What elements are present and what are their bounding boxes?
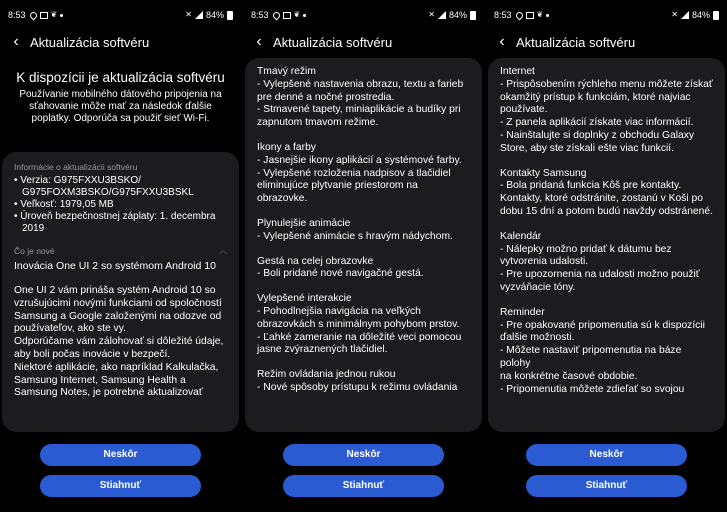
changelog-section [257,293,470,357]
notification-dot-icon [60,14,63,17]
section-line: - Boli pridané nové navigačné gestá. [257,268,424,280]
update-details-card[interactable] [2,152,239,432]
battery-percent: 84% [448,10,467,20]
section-heading: Plynulejšie animácie [257,217,351,229]
update-available-header [0,70,241,125]
twitter-icon: ❦ [293,10,301,19]
section-line: používate. [500,104,548,116]
section-line: - Nainštalujte si doplnky z obchodu Galaxy [500,129,695,141]
section-line: okamžitý prístup k funkciám, ktoré najviac [500,91,691,103]
section-line: Store, aby ste získali ešte viac funkcií. [500,142,674,154]
update-heading: K dispozícii je aktualizácia softvéru [16,70,225,85]
changelog-section [500,231,713,295]
notification-dot-icon [303,14,306,17]
section-heading: Kontakty Samsung [500,167,587,179]
info-line: • Úroveň bezpečnostnej záplaty: 1. decembra [14,211,216,222]
section-line: - Bola pridaná funkcia Kôš pre kontakty. [500,180,682,192]
later-button[interactable]: Neskôr [526,444,687,466]
status-bar [494,8,719,22]
section-line: - Pripomenutia môžete zdieľať so svojou [500,383,685,395]
changelog-section [257,218,470,244]
changelog-section [257,369,470,395]
twitter-icon: ❦ [50,10,58,19]
section-line: dobu 15 dní a potom budú navždy odstránené. [500,205,713,217]
phone-screen-1 [0,0,241,512]
section-line: eliminujúce plytvanie priestorom na obrazovke. [257,180,418,205]
section-line: na konkrétne časové obdobie. [500,370,638,382]
section-line: Kontakty, ktoré odstránite, zostanú v Koši po [500,193,703,205]
section-line: - Stmavené tapety, miniaplikácie a budíky pri [257,104,461,116]
changelog-card[interactable] [245,58,482,432]
battery-icon [470,11,476,20]
info-line: G975FOXM3BSKO/G975FXXU3BSKL [22,187,194,198]
app-bar [486,30,727,54]
status-time: 8:53 [251,10,269,20]
section-heading: Režim ovládania jednou rukou [257,369,396,381]
gallery-icon [40,12,48,19]
section-heading: Tmavý režim [257,66,316,77]
twitter-icon: ❦ [536,10,544,19]
whats-new-label: Čo je nové [14,245,55,256]
later-button[interactable]: Neskôr [40,444,201,466]
section-line: - Jasnejšie ikony aplikácií a systémové farby. [257,154,462,166]
signal-icon [438,11,446,19]
body-line: aby boli počas inovácie v bezpečí. [14,348,171,360]
section-line: vytvorenia udalosti. [500,256,589,268]
section-line: - Z panela aplikácií získate viac informácií. [500,117,694,129]
mute-icon: ✕ [428,10,435,19]
phone-screen-2 [243,0,484,512]
location-icon [28,10,38,20]
download-button[interactable]: Stiahnuť [526,475,687,497]
section-line: zapnutom tmavom režime. [257,117,379,129]
section-line: - Pre opakované pripomenutia sú k dispozícii [500,319,705,331]
body-line: vzrušujúcimi novými funkciami od spoločností [14,297,222,309]
status-bar [251,8,476,22]
section-line: pre denné a nočné prostredia. [257,91,395,103]
changelog-section [500,168,713,219]
section-line: obrazovkách s minimálnym pohybom prstov. [257,318,460,330]
download-button[interactable]: Stiahnuť [40,475,201,497]
battery-percent: 84% [691,10,710,20]
section-heading: Internet [500,66,535,77]
phone-screen-3 [486,0,727,512]
changelog-section [500,66,713,156]
section-line: - Prispôsobením rýchleho menu môžete získať [500,78,713,90]
section-heading: Ikony a farby [257,141,316,153]
section-heading: Gestá na celej obrazovke [257,255,374,267]
back-arrow-icon[interactable]: ‹ [13,33,19,50]
gallery-icon [283,12,291,19]
changelog-section [257,66,470,130]
info-line: • Veľkosť: 1979,05 MB [14,199,114,210]
section-line: - Môžete nastaviť pripomenutia na báze polohy [500,345,682,369]
status-time: 8:53 [8,10,26,20]
status-time: 8:53 [494,10,512,20]
section-line: - Vylepšené rozloženia nadpisov a tlačidiel [257,167,451,179]
info-section-label: Informácie o aktualizácii softvéru [14,162,138,172]
back-arrow-icon[interactable]: ‹ [499,33,505,50]
mute-icon: ✕ [671,10,678,19]
whats-new-header[interactable] [14,245,227,256]
changelog-section [257,256,470,282]
page-title: Aktualizácia softvéru [516,34,636,50]
signal-icon [681,11,689,19]
gallery-icon [526,12,534,19]
back-arrow-icon[interactable]: ‹ [256,33,262,50]
signal-icon [195,11,203,19]
section-line: - Ľahké zameranie na dôležité veci pomocou [257,331,462,343]
section-line: - Pre upozornenia na udalosti možno použiť [500,269,700,281]
info-line: • Verzia: G975FXXU3BSKO/ [14,175,141,186]
body-line: Samsung a Google založenými na odozve od [14,310,222,322]
section-line: vyzváňacie tóny. [500,281,576,293]
download-button[interactable]: Stiahnuť [283,475,444,497]
app-bar [243,30,484,54]
location-icon [514,10,524,20]
app-bar [0,30,241,54]
battery-icon [713,11,719,20]
battery-percent: 84% [205,10,224,20]
body-line: Odporúčame vám zálohovať si dôležité údaje, [14,336,224,348]
section-line: - Nálepky možno pridať k dátumu bez [500,243,672,255]
changelog-card[interactable] [488,58,725,432]
mute-icon: ✕ [185,10,192,19]
section-heading: Reminder [500,306,545,318]
body-line: Samsung Internet, Samsung Health a [14,374,186,386]
battery-icon [227,11,233,20]
section-line: - Pohodlnejšia navigácia na veľkých [257,305,421,317]
body-line: používateľov, ako ste vy. [14,323,126,335]
body-line: Samsung Notes, je potrebné aktualizovať [14,387,203,399]
section-line: - Vylepšené nastavenia obrazu, textu a farieb [257,78,464,90]
changelog-section [257,142,470,206]
chevron-up-icon[interactable]: ︿ [219,246,227,255]
section-heading: Kalendár [500,230,542,242]
whats-new-title: Inovácia One UI 2 so systémom Android 10 [14,260,216,272]
body-line: Niektoré aplikácie, ako napríklad Kalkulačka, [14,361,219,373]
page-title: Aktualizácia softvéru [30,34,150,50]
location-icon [271,10,281,20]
info-line: 2019 [22,223,45,234]
section-line: - Nové spôsoby prístupu k režimu ovládania [257,381,458,393]
section-line: - Vylepšené animácie s hravým nádychom. [257,230,453,242]
section-line: jasne zvýraznených tlačidiel. [257,344,388,356]
data-charges-notice: Používanie mobilného dátového pripojenia na sťahovanie môže mať za následok ďalšie poplatky. Odporúča sa použiť sieť Wi-Fi. [19,89,222,124]
notification-dot-icon [546,14,549,17]
section-line: ďalšie možnosti. [500,332,575,344]
changelog-section [500,307,713,397]
section-heading: Vylepšené interakcie [257,293,352,305]
body-line: One UI 2 vám prináša systém Android 10 so [14,285,216,296]
status-bar [8,8,233,22]
page-title: Aktualizácia softvéru [273,34,393,50]
later-button[interactable]: Neskôr [283,444,444,466]
